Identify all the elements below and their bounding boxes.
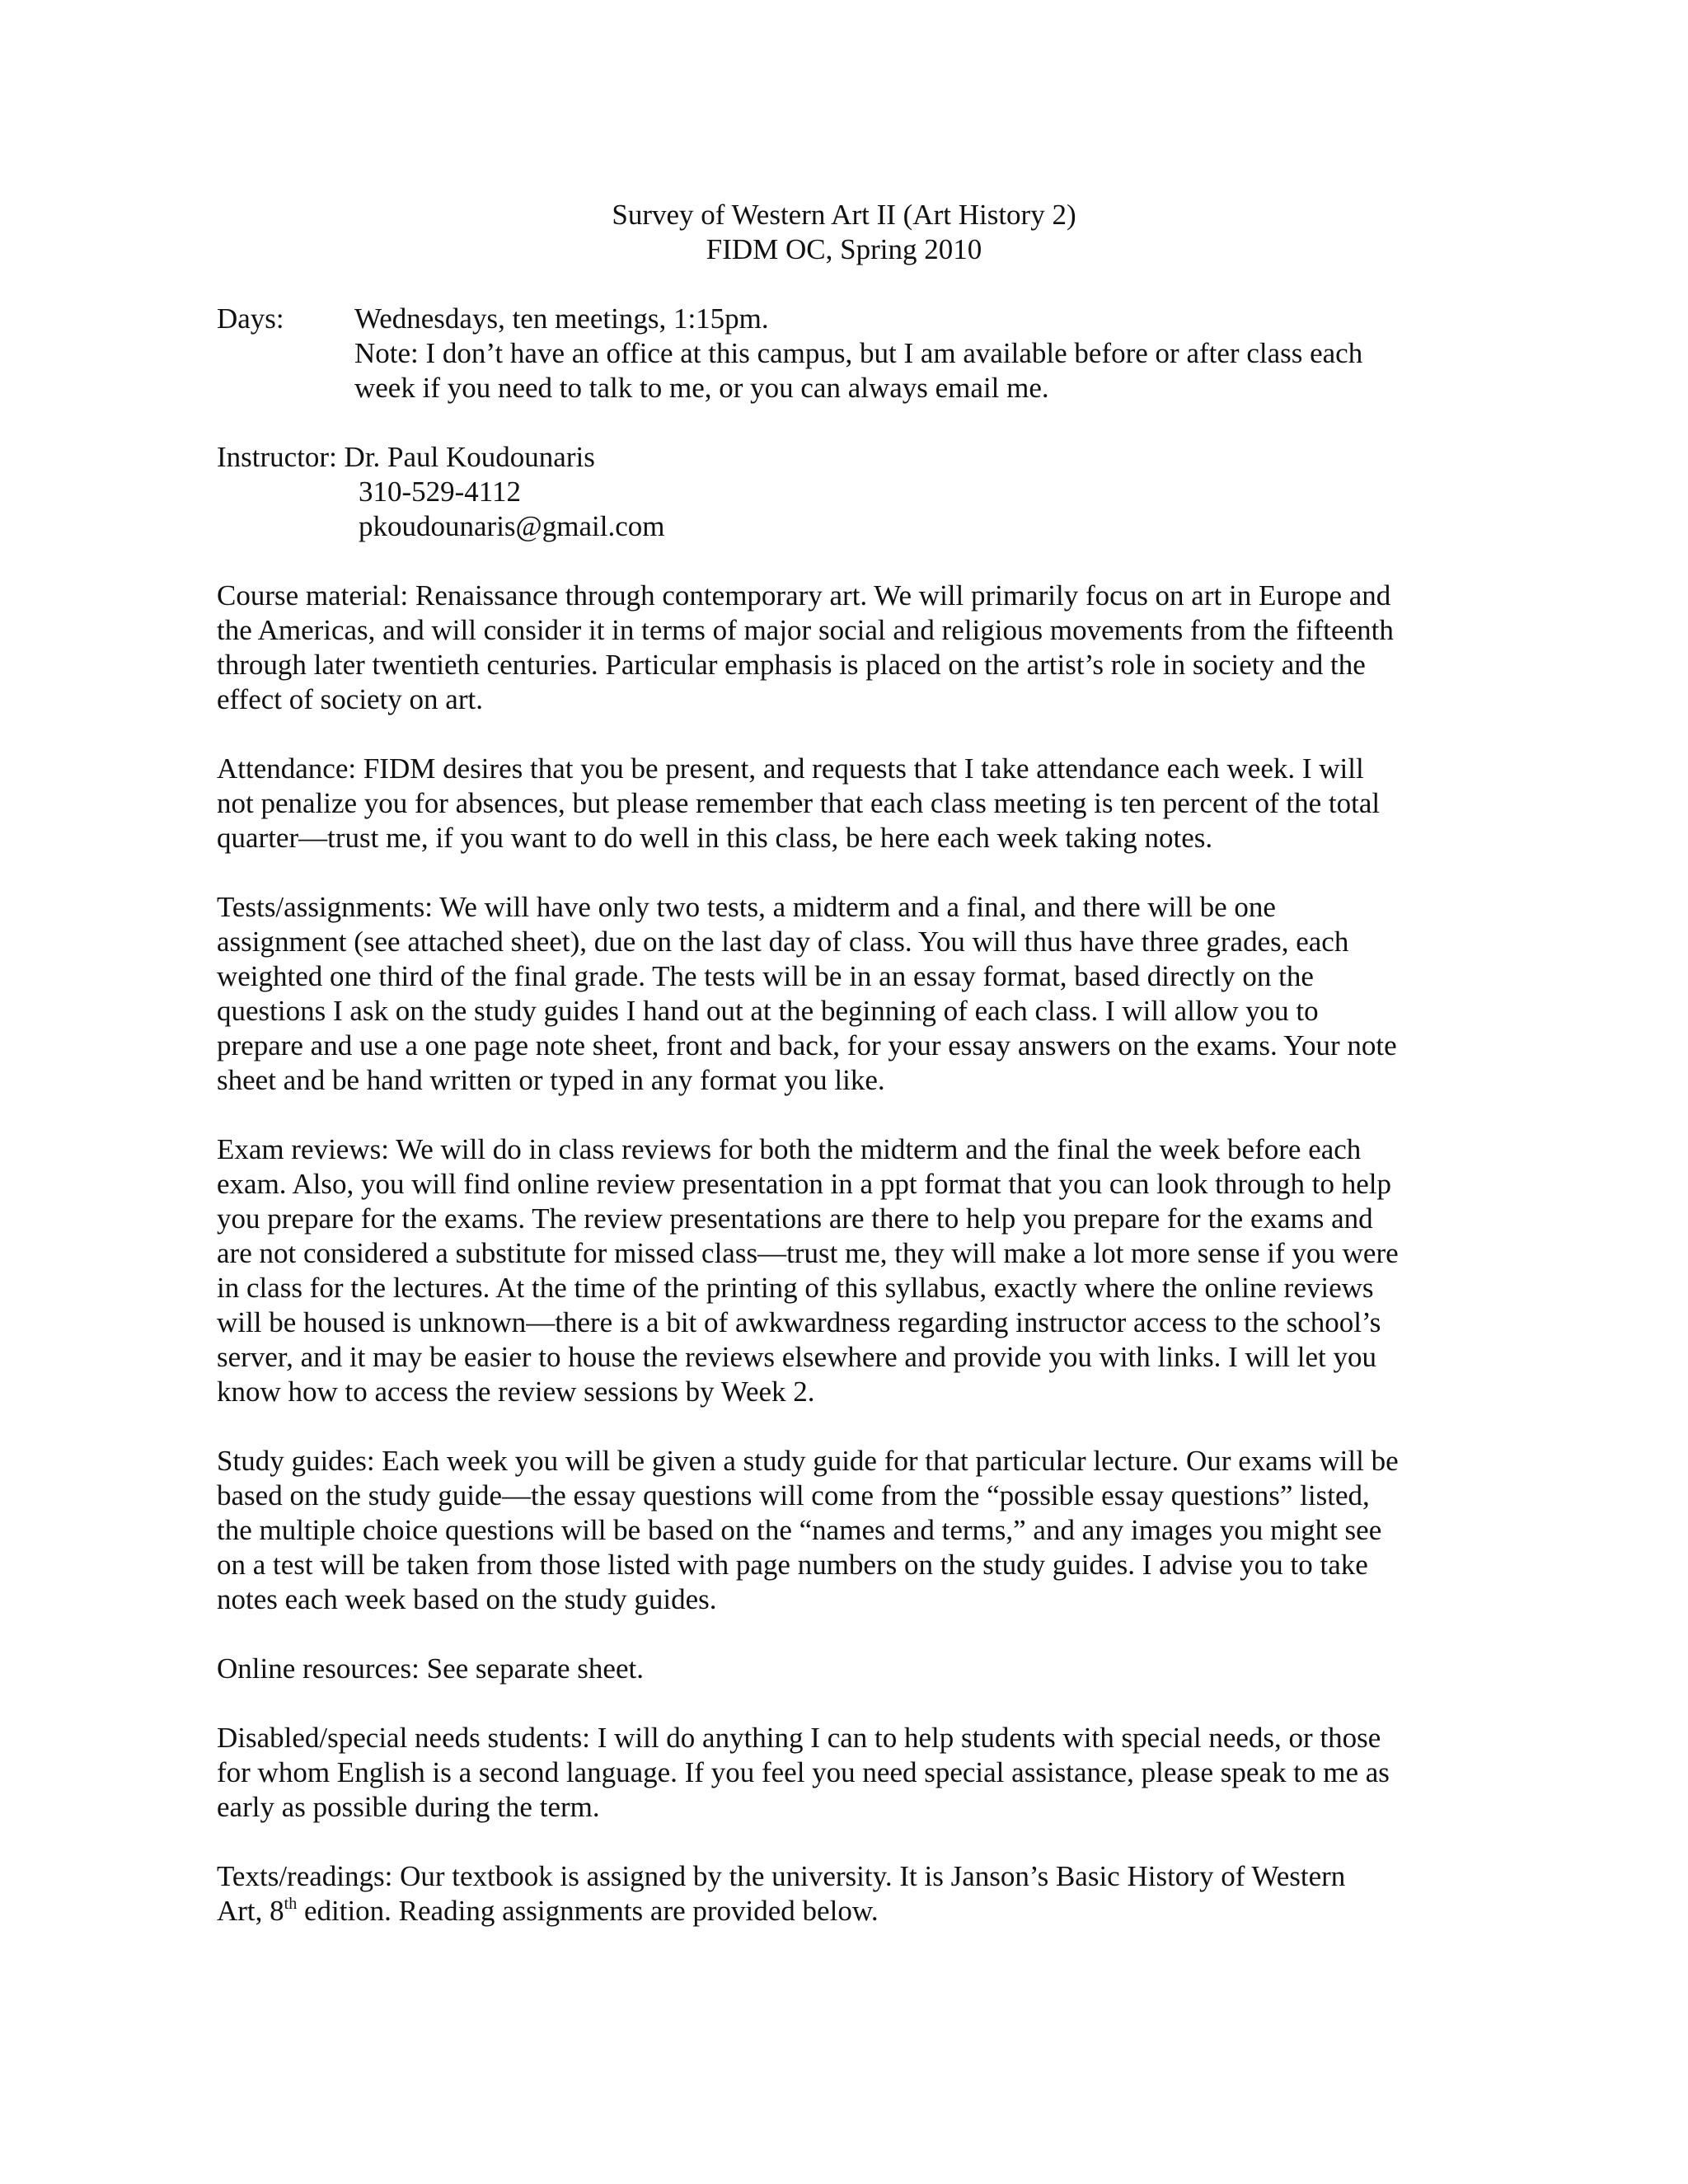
course-term: FIDM OC, Spring 2010	[706, 233, 982, 265]
paragraph-line: Online resources: See separate sheet.	[217, 1652, 644, 1685]
paragraph-line: Course material: Renaissance through contemporary art. We will primarily focus on art in Europe and	[217, 579, 1391, 612]
study-guides-paragraph	[217, 1444, 1503, 1617]
paragraph-line: effect of society on art.	[217, 683, 483, 715]
edition-rest: edition. Reading assignments are provided below.	[297, 1895, 879, 1927]
course-title: Survey of Western Art II (Art History 2)	[612, 199, 1076, 231]
days-line: Wednesdays, ten meetings, 1:15pm.	[354, 302, 769, 335]
paragraph-line	[217, 1894, 1503, 1929]
instructor-email: pkoudounaris@gmail.com	[359, 510, 665, 542]
paragraph-line: weighted one third of the final grade. The tests will be in an essay format, based directly on the	[217, 960, 1314, 992]
days-line: Note: I don’t have an office at this campus, but I am available before or after class each	[354, 337, 1363, 369]
paragraph-line: in class for the lectures. At the time of the printing of this syllabus, exactly where the online reviews	[217, 1272, 1374, 1304]
online-resources-paragraph	[217, 1652, 1503, 1686]
paragraph-line: early as possible during the term.	[217, 1791, 600, 1823]
paragraph-line: are not considered a substitute for missed class—trust me, they will make a lot more sense if you were	[217, 1237, 1399, 1269]
paragraph-line: Texts/readings: Our textbook is assigned by the university. It is Janson’s Basic History of Western	[217, 1860, 1346, 1892]
paragraph-line: Study guides: Each week you will be given a study guide for that particular lecture. Our exams will be	[217, 1445, 1399, 1477]
paragraph-line: Disabled/special needs students: I will do anything I can to help students with special needs, or those	[217, 1722, 1381, 1754]
instructor-phone: 310-529-4112	[359, 476, 522, 508]
paragraph-line: sheet and be hand written or typed in any format you like.	[217, 1064, 885, 1096]
attendance-paragraph	[217, 752, 1503, 855]
texts-paragraph	[217, 1859, 1503, 1929]
instructor-name: Dr. Paul Koudounaris	[344, 441, 595, 473]
paragraph-line: through later twentieth centuries. Particular emphasis is placed on the artist’s role in society and the	[217, 649, 1366, 681]
paragraph-line: the Americas, and will consider it in terms of major social and religious movements from the fifteenth	[217, 614, 1394, 646]
days-label: Days:	[217, 302, 284, 335]
days-section	[217, 302, 1503, 405]
paragraph-line: Attendance: FIDM desires that you be present, and requests that I take attendance each week. I will	[217, 752, 1364, 785]
paragraph-line: on a test will be taken from those listed with page numbers on the study guides. I advise you to take	[217, 1549, 1368, 1581]
tests-paragraph	[217, 890, 1503, 1098]
paragraph-line: based on the study guide—the essay questions will come from the “possible essay questions” listed,	[217, 1479, 1370, 1511]
edition-ordinal-suffix: th	[284, 1895, 298, 1913]
paragraph-line: quarter—trust me, if you want to do well in this class, be here each week taking notes.	[217, 822, 1213, 854]
paragraph-line: questions I ask on the study guides I hand out at the beginning of each class. I will allow you to	[217, 995, 1319, 1027]
paragraph-line: prepare and use a one page note sheet, front and back, for your essay answers on the exams. Your note	[217, 1029, 1397, 1062]
paragraph-line: exam. Also, you will find online review presentation in a ppt format that you can look through to help	[217, 1168, 1391, 1200]
paragraph-line: Tests/assignments: We will have only two tests, a midterm and a final, and there will be one	[217, 891, 1276, 923]
paragraph-line: for whom English is a second language. If you feel you need special assistance, please speak to me as	[217, 1756, 1390, 1788]
paragraph-line: notes each week based on the study guides.	[217, 1583, 717, 1615]
syllabus-body	[217, 302, 1503, 1929]
edition-prefix: Art, 8	[217, 1895, 284, 1927]
paragraph-line: Exam reviews: We will do in class reviews for both the midterm and the final the week before each	[217, 1133, 1362, 1165]
course-material-paragraph	[217, 579, 1503, 717]
paragraph-line: you prepare for the exams. The review presentations are there to help you prepare for the exams and	[217, 1202, 1373, 1235]
paragraph-line: not penalize you for absences, but please remember that each class meeting is ten percent of the total	[217, 787, 1381, 819]
days-line: week if you need to talk to me, or you can always email me.	[354, 372, 1049, 404]
days-details	[354, 302, 1503, 405]
paragraph-line: will be housed is unknown—there is a bit of awkwardness regarding instructor access to the school’s	[217, 1306, 1381, 1338]
instructor-label: Instructor:	[217, 441, 345, 473]
paragraph-line: server, and it may be easier to house the reviews elsewhere and provide you with links. I will let you	[217, 1341, 1376, 1373]
paragraph-line: know how to access the review sessions by Week 2.	[217, 1376, 815, 1408]
exam-reviews-paragraph	[217, 1132, 1503, 1409]
paragraph-line: the multiple choice questions will be based on the “names and terms,” and any images you might see	[217, 1514, 1382, 1546]
special-needs-paragraph	[217, 1721, 1503, 1825]
paragraph-line: assignment (see attached sheet), due on the last day of class. You will thus have three grades, each	[217, 926, 1349, 958]
document-header	[0, 198, 1688, 267]
instructor-section	[217, 440, 1503, 544]
